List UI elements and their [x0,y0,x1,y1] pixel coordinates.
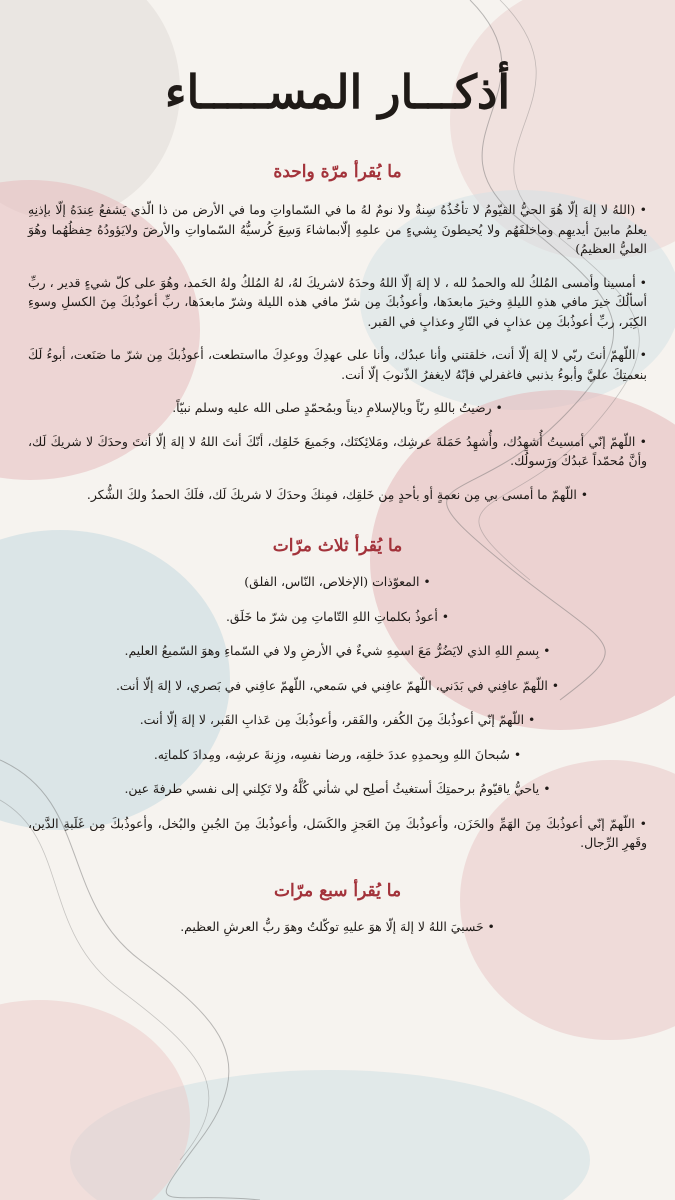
dhikr-muawwidhat: • المعوّذات (الإخلاص، النّاس، الفلق) [244,574,431,589]
dhikr-ma-amsa-bi: • اللّهمّ ما أمسى بي مِن نعمةٍ أو بأحدٍ مِن خَلقِك، فمِنكَ وحدَكَ لا شريكَ لَك، فلَكَ الحمدُ ولكَ الشُّكر. [86,486,589,502]
dhikr-hamm-hazan: • اللّهمّ إنّي أعوذُبكَ مِنَ الهَمِّ والحَزَن، وأعوذُبكَ مِنَ العَجزِ والكَسَل، وأعوذُبكَ مِنَ الجُبنِ والبُخل، وأعوذُبكَ مِن غَلَبةِ الدَّين، وقَهرِ الرِّجال. [28,815,647,850]
section-once [28,200,647,504]
section-heading-once: ما يُقرأ مرّة واحدة [273,162,402,182]
dhikr-subhanallah: • سُبحانَ اللهِ وبِحمدِهِ عددَ خلقِه، ورضا نفسِه، وزِنةَ عرشِه، ومِدادَ كلماتِه. [153,746,522,762]
dhikr-ya-hayy: • ياحيُّ ياقيّومُ برحمتِكَ أستغيثُ أصلِح لي شأني كُلَّهُ ولا تَكِلني إلى نفسي طرفةَ عين. [124,781,551,796]
dhikr-afini: • اللّهمّ عافِني في بَدَني، اللّهمّ عافِني في سَمعي، اللّهمّ عافِني في بَصري، لا إلهَ إلّا أنت. [115,677,560,693]
section-heading-three-times: ما يُقرأ ثلاث مرّات [272,536,403,556]
page-title: أذكـــار المســـــاء [164,65,511,119]
dhikr-kufr-faqr: • اللّهمّ إنّي أعوذُبكَ مِنَ الكُفر، والفَقر، وأعوذُبكَ مِن عَذابِ القَبر، لا إلهَ إلّا أنت. [139,712,536,727]
dhikr-sayyid-al-istighfar: • اللّهمّ أنتَ ربّي لا إلهَ إلّا أنت، خلقتني وأنا عبدُك، وأنا على عهدِكَ ووعدِكَ مااستطعت، أعوذُبكَ مِن شرّ ما صَنَعت، أبوءُ لَكَ بنعمتِكَ عليَّ وأبوءُ بذنبي فاغفرلي فإنّهُ لايغفرُ الذّنوبَ إلّا أنت. [28,347,647,382]
dhikr-hasbiyallah: • حَسبيَ اللهُ لا إلهَ إلّا هوَ عليهِ توكّلتُ وهوَ ربُّ العرشِ العظيم. [180,918,495,934]
dhikr-ushhiduk: • اللّهمّ إنّي أمسيتُ أُشهِدُك، وأُشهِدُ حَمَلةَ عرشِك، ومَلائِكتَك، وجَميعَ خَلقِك، أنّكَ أنتَ اللهُ لا إلهَ إلّا أنتَ وحدَكَ لا شريكَ لَك، وأنَّ مُحمّداً عَبدُكَ ورَسولُك. [28,433,647,468]
dhikr-amsayna: • أمسينا وأمسى المُلكُ لله والحمدُ لله ، لا إلهَ إلّا اللهُ وحدَهُ لاشريكَ لهُ، لهُ المُلكُ ولهُ الحَمد، وهُوَ على كلّ شيءٍ قدير ، ربِّ أسألُكَ خيرَ مافي هذهِ الليلةِ وخيرَ مابعدَها، وأعوذُبكَ مِن شرّ مافي هذه الليلة وشرّ مابعدَها، ربِّ أعوذُبكَ مِنَ الكسلِ وسوءِ الكِبَر، ربِّ أعوذُبكَ مِن عذابٍ في النّارِ وعذابٍ في القبر. [28,274,647,329]
dhikr-raditu: • رضيتُ باللهِ ربّاً وبالإسلامِ ديناً وبمُحمّدٍ صلى الله عليه وسلم نبيّاً. [172,400,503,415]
dhikr-audhu-bikalimat: • أعوذُ بكلماتِ اللهِ التّاماتِ مِن شرّ ما خَلَق. [225,608,450,624]
section-seven-times [28,917,647,937]
section-heading-seven-times: ما يُقرأ سبع مرّات [273,880,402,901]
section-three-times [28,572,647,853]
dhikr-ayat-al-kursi: • (اللهُ لا إلهَ إلّا هُوَ الحيُّ القيّومُ لا تأخُذُهُ سِنةٌ ولا نومٌ لهُ ما في السّماواتِ وما في الأرض من ذا الّذي يَشفعُ عِندَهُ إلّا بإذنِهِ يعلمُ مابينَ أيديهِم وماخلفَهُم ولا يُحيطونَ بِشيءٍ من علمِهِ إلّابماشاءَ وَسِعَ كُرسيُّهُ السّماواتِ والأرضَ ولايَؤودُهُ حِفظُهُما وهُوَ العليُّ العظيمُ) [28,202,647,256]
dhikr-bismillah: • بِسمِ اللهِ الذي لايَضُرُّ مَعَ اسمِهِ شيءٌ في الأرضِ ولا في السّماءِ وهوَ السّميعُ العليم. [124,643,551,658]
